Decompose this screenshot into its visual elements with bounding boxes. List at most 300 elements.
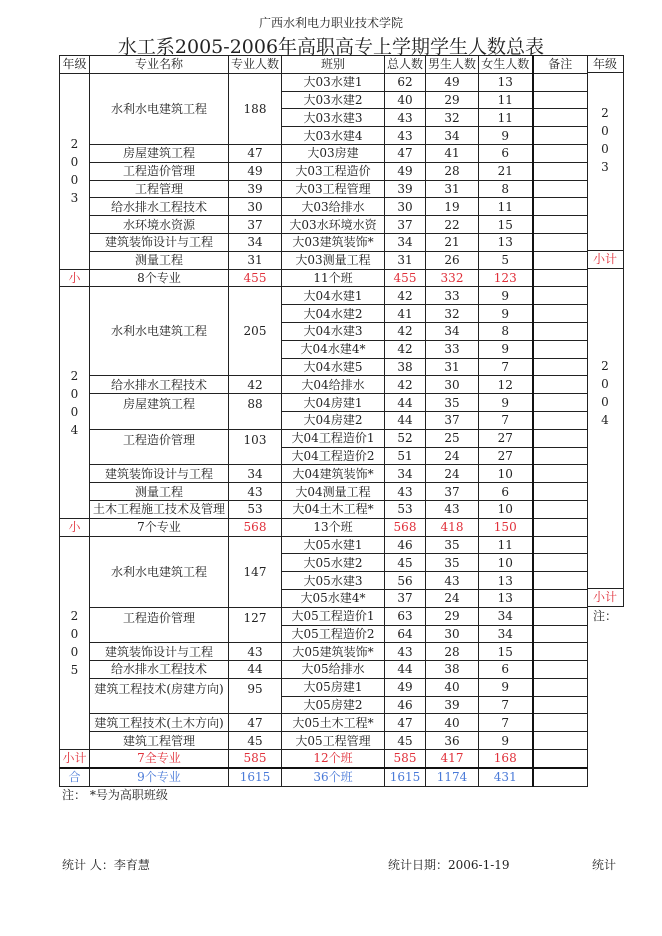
class-name: 大03水建2 bbox=[282, 91, 385, 109]
male-count: 24 bbox=[426, 465, 479, 483]
female-count: 6 bbox=[479, 144, 533, 162]
class-total: 45 bbox=[385, 732, 426, 750]
class-total: 34 bbox=[385, 465, 426, 483]
female-count: 7 bbox=[479, 358, 533, 376]
male-count: 32 bbox=[426, 109, 479, 127]
subtotal-row bbox=[60, 750, 588, 768]
remark-cell bbox=[533, 589, 588, 607]
footer-counter: 统计 人：李育慧 bbox=[62, 858, 150, 872]
table-row bbox=[60, 251, 588, 269]
subtotal-label: 小计 bbox=[60, 750, 90, 768]
class-name: 大04水建2 bbox=[282, 305, 385, 323]
class-name: 大03测量工程 bbox=[282, 251, 385, 269]
male-count: 24 bbox=[426, 589, 479, 607]
header-male: 男生人数 bbox=[426, 56, 479, 74]
remark-cell bbox=[533, 607, 588, 625]
subtotal-female: 168 bbox=[479, 750, 533, 768]
male-count: 29 bbox=[426, 607, 479, 625]
class-total: 47 bbox=[385, 144, 426, 162]
table-row bbox=[60, 180, 588, 198]
major-name: 工程造价管理 bbox=[90, 607, 229, 643]
major-count: 88 bbox=[229, 394, 282, 430]
remark-cell bbox=[533, 536, 588, 554]
total-majors: 9个专业 bbox=[90, 768, 229, 786]
remark-cell bbox=[533, 750, 588, 768]
remark-cell bbox=[533, 162, 588, 180]
subtotal-classes: 11个班 bbox=[282, 269, 385, 287]
class-total: 38 bbox=[385, 358, 426, 376]
major-count: 44 bbox=[229, 661, 282, 679]
remark-cell bbox=[533, 127, 588, 145]
major-count: 43 bbox=[229, 643, 282, 661]
table-row bbox=[60, 376, 588, 394]
page-title: 水工系2005-2006年高职高专上学期学生人数总表 bbox=[117, 36, 545, 58]
remark-cell bbox=[533, 554, 588, 572]
female-count: 27 bbox=[479, 447, 533, 465]
male-count: 19 bbox=[426, 198, 479, 216]
subtotal-row bbox=[60, 518, 588, 536]
major-count: 47 bbox=[229, 714, 282, 732]
class-name: 大05房建2 bbox=[282, 696, 385, 714]
class-name: 大03水环境水资 bbox=[282, 216, 385, 234]
class-name: 大05水建2 bbox=[282, 554, 385, 572]
female-count: 13 bbox=[479, 233, 533, 251]
table-row bbox=[60, 465, 588, 483]
male-count: 30 bbox=[426, 376, 479, 394]
major-count: 37 bbox=[229, 216, 282, 234]
class-name: 大04水建4* bbox=[282, 340, 385, 358]
total-male: 1174 bbox=[426, 768, 479, 786]
male-count: 28 bbox=[426, 643, 479, 661]
class-total: 43 bbox=[385, 483, 426, 501]
table-body bbox=[60, 73, 588, 786]
header-class: 班别 bbox=[282, 56, 385, 74]
table-row bbox=[60, 216, 588, 234]
major-name: 建筑装饰设计与工程 bbox=[90, 465, 229, 483]
major-count: 34 bbox=[229, 465, 282, 483]
class-total: 43 bbox=[385, 109, 426, 127]
remark-cell bbox=[533, 483, 588, 501]
class-total: 43 bbox=[385, 127, 426, 145]
remark-cell bbox=[533, 233, 588, 251]
class-total: 37 bbox=[385, 589, 426, 607]
total-label: 合 bbox=[60, 768, 90, 786]
male-count: 30 bbox=[426, 625, 479, 643]
male-count: 40 bbox=[426, 678, 479, 696]
header-row bbox=[60, 56, 588, 74]
subtotal-major-count: 455 bbox=[229, 269, 282, 287]
class-name: 大03水建1 bbox=[282, 73, 385, 91]
total-major-count: 1615 bbox=[229, 768, 282, 786]
remark-cell bbox=[533, 216, 588, 234]
male-count: 36 bbox=[426, 732, 479, 750]
major-count: 34 bbox=[229, 233, 282, 251]
subtotal-total: 568 bbox=[385, 518, 426, 536]
class-total: 53 bbox=[385, 500, 426, 518]
remark-cell bbox=[533, 625, 588, 643]
class-total: 42 bbox=[385, 376, 426, 394]
subtotal-classes: 12个班 bbox=[282, 750, 385, 768]
major-count: 53 bbox=[229, 500, 282, 518]
female-count: 34 bbox=[479, 625, 533, 643]
subtotal-major-count: 585 bbox=[229, 750, 282, 768]
female-count: 15 bbox=[479, 643, 533, 661]
male-count: 43 bbox=[426, 500, 479, 518]
class-name: 大03工程管理 bbox=[282, 180, 385, 198]
class-total: 42 bbox=[385, 340, 426, 358]
right-subtotal-2003: 小计 bbox=[587, 251, 624, 269]
remark-cell bbox=[533, 73, 588, 91]
remark-cell bbox=[533, 447, 588, 465]
male-count: 33 bbox=[426, 340, 479, 358]
remark-cell bbox=[533, 500, 588, 518]
female-count: 10 bbox=[479, 554, 533, 572]
major-count: 49 bbox=[229, 162, 282, 180]
female-count: 10 bbox=[479, 500, 533, 518]
class-name: 大04水建3 bbox=[282, 322, 385, 340]
class-name: 大05给排水 bbox=[282, 661, 385, 679]
female-count: 8 bbox=[479, 180, 533, 198]
major-count: 103 bbox=[229, 429, 282, 465]
class-name: 大03水建3 bbox=[282, 109, 385, 127]
right-subtotal-2004: 小计 bbox=[587, 589, 624, 607]
table-row bbox=[60, 536, 588, 554]
male-count: 31 bbox=[426, 358, 479, 376]
male-count: 31 bbox=[426, 180, 479, 198]
subtotal-male: 332 bbox=[426, 269, 479, 287]
class-name: 大05水建4* bbox=[282, 589, 385, 607]
table-row bbox=[60, 678, 588, 696]
major-count: 127 bbox=[229, 607, 282, 643]
remark-cell bbox=[533, 732, 588, 750]
female-count: 6 bbox=[479, 661, 533, 679]
male-count: 34 bbox=[426, 127, 479, 145]
remark-cell bbox=[533, 518, 588, 536]
major-name: 建筑装饰设计与工程 bbox=[90, 233, 229, 251]
male-count: 28 bbox=[426, 162, 479, 180]
female-count: 9 bbox=[479, 340, 533, 358]
subtotal-classes: 13个班 bbox=[282, 518, 385, 536]
female-count: 9 bbox=[479, 287, 533, 305]
class-name: 大04水建1 bbox=[282, 287, 385, 305]
remark-cell bbox=[533, 198, 588, 216]
male-count: 22 bbox=[426, 216, 479, 234]
major-name: 给水排水工程技术 bbox=[90, 198, 229, 216]
remark-cell bbox=[533, 572, 588, 590]
major-name: 土木工程施工技术及管理 bbox=[90, 500, 229, 518]
table-row bbox=[60, 732, 588, 750]
remark-cell bbox=[533, 678, 588, 696]
class-total: 44 bbox=[385, 661, 426, 679]
footnote: 注： *号为高职班级 bbox=[62, 788, 168, 802]
class-name: 大05工程造价2 bbox=[282, 625, 385, 643]
major-name: 房屋建筑工程 bbox=[90, 394, 229, 430]
major-name: 建筑装饰设计与工程 bbox=[90, 643, 229, 661]
class-total: 47 bbox=[385, 714, 426, 732]
female-count: 9 bbox=[479, 732, 533, 750]
male-count: 41 bbox=[426, 144, 479, 162]
class-total: 30 bbox=[385, 198, 426, 216]
table-row bbox=[60, 661, 588, 679]
male-count: 35 bbox=[426, 394, 479, 412]
table-row bbox=[60, 162, 588, 180]
table-row bbox=[60, 429, 588, 447]
header-total: 总人数 bbox=[385, 56, 426, 74]
major-name: 给水排水工程技术 bbox=[90, 661, 229, 679]
major-name: 水利水电建筑工程 bbox=[90, 287, 229, 376]
class-total: 42 bbox=[385, 322, 426, 340]
remark-cell bbox=[533, 429, 588, 447]
male-count: 35 bbox=[426, 536, 479, 554]
table-row bbox=[60, 607, 588, 625]
remark-cell bbox=[533, 376, 588, 394]
class-name: 大03水建4 bbox=[282, 127, 385, 145]
grade-label: 2004 bbox=[70, 368, 79, 437]
class-name: 大05工程管理 bbox=[282, 732, 385, 750]
remark-cell bbox=[533, 269, 588, 287]
female-count: 13 bbox=[479, 572, 533, 590]
table-row bbox=[60, 144, 588, 162]
right-note: 注： bbox=[593, 609, 618, 623]
major-count: 39 bbox=[229, 180, 282, 198]
class-name: 大05房建1 bbox=[282, 678, 385, 696]
major-name: 房屋建筑工程 bbox=[90, 144, 229, 162]
major-name: 工程管理 bbox=[90, 180, 229, 198]
header-female: 女生人数 bbox=[479, 56, 533, 74]
grade-cell bbox=[60, 536, 90, 750]
female-count: 7 bbox=[479, 696, 533, 714]
subtotal-row bbox=[60, 269, 588, 287]
grade-label: 2005 bbox=[70, 608, 79, 677]
header-grade: 年级 bbox=[60, 56, 90, 74]
remark-cell bbox=[533, 109, 588, 127]
major-count: 147 bbox=[229, 536, 282, 607]
female-count: 9 bbox=[479, 394, 533, 412]
class-total: 49 bbox=[385, 162, 426, 180]
male-count: 26 bbox=[426, 251, 479, 269]
class-total: 43 bbox=[385, 643, 426, 661]
remark-cell bbox=[533, 465, 588, 483]
female-count: 11 bbox=[479, 198, 533, 216]
female-count: 21 bbox=[479, 162, 533, 180]
male-count: 37 bbox=[426, 411, 479, 429]
major-name: 水利水电建筑工程 bbox=[90, 536, 229, 607]
total-classes: 36个班 bbox=[282, 768, 385, 786]
major-name: 工程造价管理 bbox=[90, 162, 229, 180]
male-count: 37 bbox=[426, 483, 479, 501]
table-row bbox=[60, 643, 588, 661]
major-count: 42 bbox=[229, 376, 282, 394]
female-count: 5 bbox=[479, 251, 533, 269]
class-total: 64 bbox=[385, 625, 426, 643]
table-row bbox=[60, 394, 588, 412]
male-count: 29 bbox=[426, 91, 479, 109]
class-total: 45 bbox=[385, 554, 426, 572]
table-row bbox=[60, 287, 588, 305]
female-count: 7 bbox=[479, 411, 533, 429]
male-count: 24 bbox=[426, 447, 479, 465]
class-total: 34 bbox=[385, 233, 426, 251]
male-count: 40 bbox=[426, 714, 479, 732]
table-row bbox=[60, 500, 588, 518]
remark-cell bbox=[533, 696, 588, 714]
footer-date: 统计日期：2006-1-19 bbox=[388, 858, 510, 872]
subtotal-female: 150 bbox=[479, 518, 533, 536]
class-name: 大04房建2 bbox=[282, 411, 385, 429]
remark-cell bbox=[533, 287, 588, 305]
total-total: 1615 bbox=[385, 768, 426, 786]
subtotal-major-count: 568 bbox=[229, 518, 282, 536]
subtotal-total: 455 bbox=[385, 269, 426, 287]
class-total: 44 bbox=[385, 411, 426, 429]
male-count: 32 bbox=[426, 305, 479, 323]
remark-cell bbox=[533, 643, 588, 661]
class-total: 63 bbox=[385, 607, 426, 625]
female-count: 11 bbox=[479, 91, 533, 109]
remark-cell bbox=[533, 340, 588, 358]
class-name: 大03工程造价 bbox=[282, 162, 385, 180]
table-row bbox=[60, 73, 588, 91]
female-count: 12 bbox=[479, 376, 533, 394]
major-count: 43 bbox=[229, 483, 282, 501]
class-total: 51 bbox=[385, 447, 426, 465]
female-count: 11 bbox=[479, 109, 533, 127]
right-year-2003: 2003 bbox=[587, 72, 624, 251]
remark-cell bbox=[533, 322, 588, 340]
major-count: 95 bbox=[229, 678, 282, 714]
major-count: 47 bbox=[229, 144, 282, 162]
male-count: 49 bbox=[426, 73, 479, 91]
class-name: 大05水建3 bbox=[282, 572, 385, 590]
subtotal-majors: 8个专业 bbox=[90, 269, 229, 287]
female-count: 34 bbox=[479, 607, 533, 625]
male-count: 38 bbox=[426, 661, 479, 679]
male-count: 21 bbox=[426, 233, 479, 251]
school-name: 广西水利电力职业技术学院 bbox=[258, 16, 403, 30]
female-count: 27 bbox=[479, 429, 533, 447]
grade-cell bbox=[60, 287, 90, 518]
major-name: 给水排水工程技术 bbox=[90, 376, 229, 394]
remark-cell bbox=[533, 305, 588, 323]
class-total: 56 bbox=[385, 572, 426, 590]
female-count: 6 bbox=[479, 483, 533, 501]
class-total: 41 bbox=[385, 305, 426, 323]
footer-right: 统计 bbox=[592, 858, 617, 872]
class-total: 52 bbox=[385, 429, 426, 447]
class-name: 大05工程造价1 bbox=[282, 607, 385, 625]
class-total: 44 bbox=[385, 394, 426, 412]
female-count: 10 bbox=[479, 465, 533, 483]
class-total: 37 bbox=[385, 216, 426, 234]
subtotal-total: 585 bbox=[385, 750, 426, 768]
class-total: 46 bbox=[385, 696, 426, 714]
class-total: 46 bbox=[385, 536, 426, 554]
student-count-table bbox=[59, 55, 588, 787]
class-name: 大04测量工程 bbox=[282, 483, 385, 501]
subtotal-female: 123 bbox=[479, 269, 533, 287]
female-count: 9 bbox=[479, 678, 533, 696]
male-count: 39 bbox=[426, 696, 479, 714]
female-count: 13 bbox=[479, 73, 533, 91]
female-count: 13 bbox=[479, 589, 533, 607]
major-name: 水利水电建筑工程 bbox=[90, 73, 229, 144]
major-name: 工程造价管理 bbox=[90, 429, 229, 465]
major-name: 测量工程 bbox=[90, 251, 229, 269]
class-name: 大04给排水 bbox=[282, 376, 385, 394]
class-name: 大04工程造价2 bbox=[282, 447, 385, 465]
female-count: 11 bbox=[479, 536, 533, 554]
subtotal-label: 小 bbox=[60, 269, 90, 287]
female-count: 9 bbox=[479, 127, 533, 145]
major-count: 188 bbox=[229, 73, 282, 144]
class-total: 62 bbox=[385, 73, 426, 91]
class-name: 大03建筑装饰* bbox=[282, 233, 385, 251]
total-row bbox=[60, 768, 588, 786]
class-name: 大04工程造价1 bbox=[282, 429, 385, 447]
class-name: 大04土木工程* bbox=[282, 500, 385, 518]
grade-cell bbox=[60, 73, 90, 269]
male-count: 25 bbox=[426, 429, 479, 447]
header-major: 专业名称 bbox=[90, 56, 229, 74]
male-count: 33 bbox=[426, 287, 479, 305]
class-total: 42 bbox=[385, 287, 426, 305]
male-count: 43 bbox=[426, 572, 479, 590]
remark-cell bbox=[533, 251, 588, 269]
grade-label: 2003 bbox=[70, 137, 79, 206]
subtotal-male: 418 bbox=[426, 518, 479, 536]
class-name: 大04房建1 bbox=[282, 394, 385, 412]
subtotal-male: 417 bbox=[426, 750, 479, 768]
major-count: 31 bbox=[229, 251, 282, 269]
subtotal-majors: 7个专业 bbox=[90, 518, 229, 536]
header-remark: 备注 bbox=[533, 56, 588, 74]
remark-cell bbox=[533, 661, 588, 679]
female-count: 8 bbox=[479, 322, 533, 340]
remark-cell bbox=[533, 91, 588, 109]
subtotal-label: 小 bbox=[60, 518, 90, 536]
table-row bbox=[60, 483, 588, 501]
right-year-2004: 2004 bbox=[587, 269, 624, 589]
female-count: 7 bbox=[479, 714, 533, 732]
remark-cell bbox=[533, 144, 588, 162]
class-name: 大05土木工程* bbox=[282, 714, 385, 732]
table-row bbox=[60, 233, 588, 251]
major-name: 水环境水资源 bbox=[90, 216, 229, 234]
class-name: 大05水建1 bbox=[282, 536, 385, 554]
remark-cell bbox=[533, 358, 588, 376]
class-total: 49 bbox=[385, 678, 426, 696]
header-major-count: 专业人数 bbox=[229, 56, 282, 74]
class-total: 31 bbox=[385, 251, 426, 269]
male-count: 34 bbox=[426, 322, 479, 340]
female-count: 15 bbox=[479, 216, 533, 234]
table-row bbox=[60, 198, 588, 216]
major-count: 30 bbox=[229, 198, 282, 216]
class-total: 40 bbox=[385, 91, 426, 109]
male-count: 35 bbox=[426, 554, 479, 572]
table-row bbox=[60, 714, 588, 732]
major-name: 建筑工程技术(房建方向) bbox=[90, 678, 229, 714]
major-count: 205 bbox=[229, 287, 282, 376]
major-name: 测量工程 bbox=[90, 483, 229, 501]
remark-cell bbox=[533, 394, 588, 412]
major-name: 建筑工程管理 bbox=[90, 732, 229, 750]
header-grade-right: 年级 bbox=[587, 55, 624, 73]
total-female: 431 bbox=[479, 768, 533, 786]
remark-cell bbox=[533, 180, 588, 198]
class-total: 39 bbox=[385, 180, 426, 198]
major-count: 45 bbox=[229, 732, 282, 750]
